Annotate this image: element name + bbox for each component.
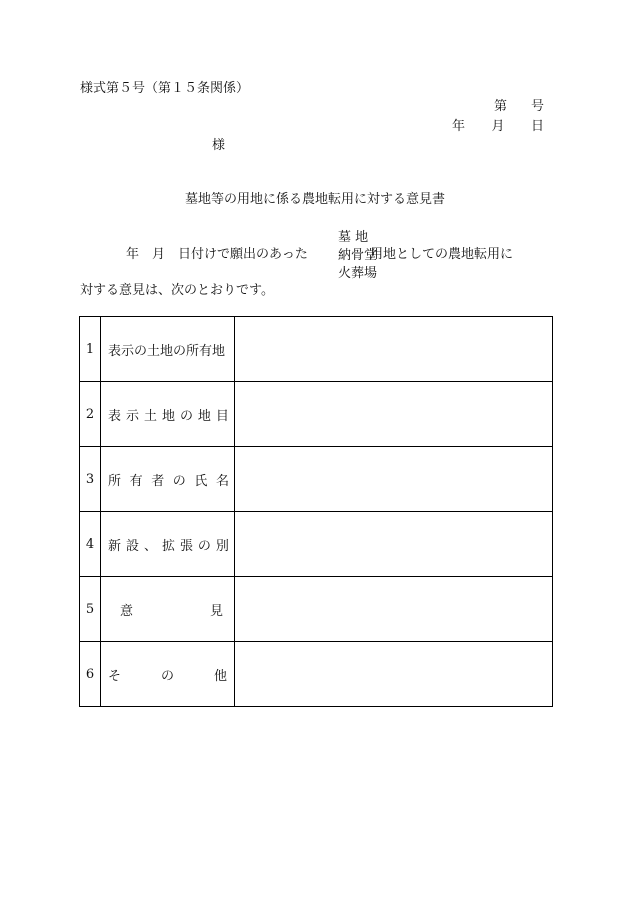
row-value-field[interactable] xyxy=(235,512,553,577)
row-label-char: の xyxy=(160,668,174,684)
row-label-char: 表 xyxy=(108,408,122,424)
row-label xyxy=(101,447,235,512)
document-title: 墓地等の用地に係る農地転用に対する意見書 xyxy=(184,192,445,207)
row-label xyxy=(101,382,235,447)
row-label-char: の xyxy=(197,538,211,554)
row-label-char: 示 xyxy=(125,408,139,424)
row-label-char: 地 xyxy=(197,408,211,424)
doc-number-suffix: 号 xyxy=(530,99,544,114)
body-date-text: 年 月 日付けで願出のあった xyxy=(126,247,308,262)
body-suffix: 用地としての農地転用に xyxy=(370,247,514,262)
row-label-char: 土 xyxy=(143,408,157,424)
row-label-char: 所 xyxy=(108,473,122,489)
date-day: 日 xyxy=(530,119,544,134)
row-label-char: 地 xyxy=(161,408,175,424)
row-value-field[interactable] xyxy=(235,577,553,642)
row-value-field[interactable] xyxy=(235,642,553,707)
row-value-field[interactable] xyxy=(235,382,553,447)
row-value-field[interactable] xyxy=(235,447,553,512)
row-label-char: 張 xyxy=(179,538,193,554)
row-label-char: 拡 xyxy=(161,538,175,554)
row-label-char: 意 xyxy=(120,603,134,619)
doc-number-prefix: 第 xyxy=(494,99,508,114)
table-row xyxy=(80,447,553,512)
date-month: 月 xyxy=(491,119,505,134)
form-number: 様式第５号（第１５条関係） xyxy=(80,81,250,96)
table-row xyxy=(80,642,553,707)
row-label-char: 者 xyxy=(151,473,165,489)
row-number: 1 xyxy=(80,317,101,382)
row-label-char: 新 xyxy=(108,538,122,554)
row-label-char: そ xyxy=(108,668,122,684)
table-row xyxy=(80,317,553,382)
row-label-char: 他 xyxy=(213,668,227,684)
row-number: 4 xyxy=(80,512,101,577)
row-number: 5 xyxy=(80,577,101,642)
table-row xyxy=(80,382,553,447)
opinion-table xyxy=(79,316,553,707)
row-number: 6 xyxy=(80,642,101,707)
row-label-char: 別 xyxy=(215,538,229,554)
row-number: 3 xyxy=(80,447,101,512)
row-label-char: 目 xyxy=(215,408,229,424)
row-label-char: の xyxy=(172,473,186,489)
row-label-char: 氏 xyxy=(194,473,208,489)
date-line xyxy=(452,120,544,133)
choice-cemetery: 墓 地 xyxy=(338,230,369,245)
addressee: 様 xyxy=(212,138,226,153)
row-label xyxy=(101,512,235,577)
row-label-char: 有 xyxy=(129,473,143,489)
row-label xyxy=(101,317,235,382)
row-number: 2 xyxy=(80,382,101,447)
document-number-line xyxy=(494,100,544,113)
choice-ossuary: 納骨堂 xyxy=(338,248,378,263)
choice-crematorium: 火葬場 xyxy=(338,266,378,281)
body-continuation: 対する意見は、次のとおりです。 xyxy=(80,283,274,298)
row-label xyxy=(101,642,235,707)
table-row xyxy=(80,577,553,642)
row-label-char: 、 xyxy=(143,538,157,554)
row-label-char: の xyxy=(179,408,193,424)
body-paragraph xyxy=(80,229,550,279)
row-label-char: 設 xyxy=(125,538,139,554)
row-value-field[interactable] xyxy=(235,317,553,382)
row-label-char: 表示の土地の所有地 xyxy=(108,343,226,359)
date-year: 年 xyxy=(452,119,466,134)
table-row xyxy=(80,512,553,577)
row-label xyxy=(101,577,235,642)
row-label-char: 見 xyxy=(209,603,223,619)
row-label-char: 名 xyxy=(215,473,229,489)
